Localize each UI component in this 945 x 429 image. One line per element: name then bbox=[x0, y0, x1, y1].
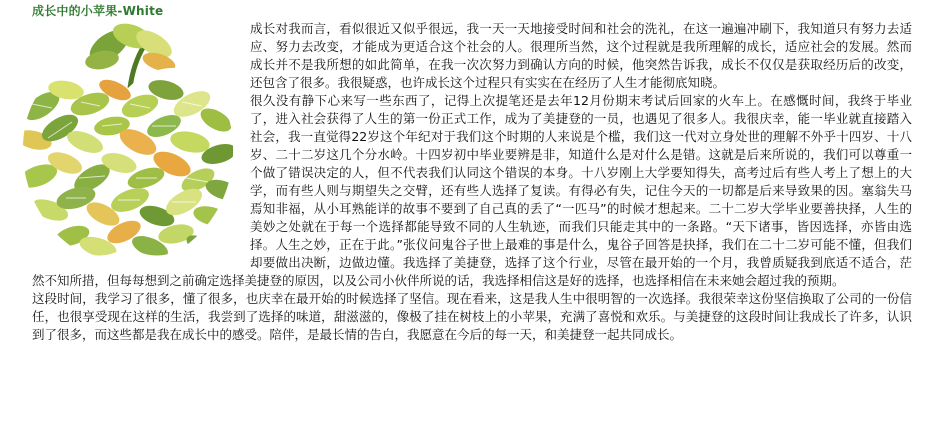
article-body bbox=[32, 20, 912, 344]
article-paragraph-1: 成长对我而言，看似很近又似乎很远，我一天一天地接受时间和社会的洗礼，在这一遍遍冲刷下，我知道只有努力去适应、努力去改变，才能成为更适合这个社会的人。很理所当然，这个过程就是我所理解的成长，适应社会的发展。然而成长并不是我所想的如此简单，在我一次次努力到确认方向的时候，他突然告诉我，成长不仅仅是获取经历后的改变，还包含了很多。我很疑惑，也许成长这个过程只有实实在在经历了人生才能彻底知晓。 bbox=[250, 21, 912, 90]
article-paragraph-3: 这段时间，我学习了很多，懂了很多，也庆幸在最开始的时候选择了坚信。现在看来，这是我人生中很明智的一次选择。我很荣幸这份坚信换取了公司的一份信任，也很享受现在这样的生活，我尝到了选择的味道，甜滋滋的，像极了挂在树枝上的小苹果，充满了喜悦和欢乐。与美捷登的这段时间让我成长了许多，认识到了很多，而这些都是我在成长中的感受。陪伴，是最长情的告白，我愿意在今后的每一天，和美捷登一起共同成长。 bbox=[32, 291, 912, 342]
image-wrap-space bbox=[32, 20, 250, 266]
article-paragraph-2: 很久没有静下心来写一些东西了，记得上次提笔还是去年12月份期末考试后回家的火车上。在感慨时间，我终于毕业了，进入社会获得了人生的第一份正式工作，成为了美捷登的一员，也遇见了很多人。我很庆幸，能一毕业就直接踏入社会，我一直觉得22岁这个年纪对于我们这个时期的人来说是个槛，我们这一代对立身处世的理解不外乎十四岁、十八岁、二十二岁这几个分水岭。十四岁初中毕业要辨是非，知道什么是对什么是错。这就是后来所说的，我们可以尊重一个做了错误决定的人，但不代表我们认同这个错误的本身。十八岁刚上大学要知得失，高考过后有些人考上了想上的大学，而有些人则与期望失之交臂，还有些人选择了复读。有得必有失，记住今天的一切都是后来导致果的因。塞翁失马焉知非福，从小耳熟能详的故事不要到了自己真的丢了“一匹马”的时候才想起来。二十二岁大学毕业要善抉择，人生的美妙之处就在于每一个选择都能导致不同的人生轨迹，而我们只能走其中的一条路。“天下诸事，皆因选择，亦皆由选择。人生之妙，正在于此。”张仪问鬼谷子世上最难的事是什么，鬼谷子回答是抉择，我们在二十二岁可能不懂，但我们却要做出决断，边做边懂。我选择了美捷登，选择了这个行业，尽管在最开始的一个月，我曾质疑我到底适不适合，茫然不知所措，但每每想到之前确定选择美捷登的原因，以及公司小伙伴所说的话，我选择相信这是好的选择，也选择相信在未来她会超过我的预期。 bbox=[32, 93, 912, 288]
header-title: 成长中的小苹果-White bbox=[32, 4, 164, 18]
